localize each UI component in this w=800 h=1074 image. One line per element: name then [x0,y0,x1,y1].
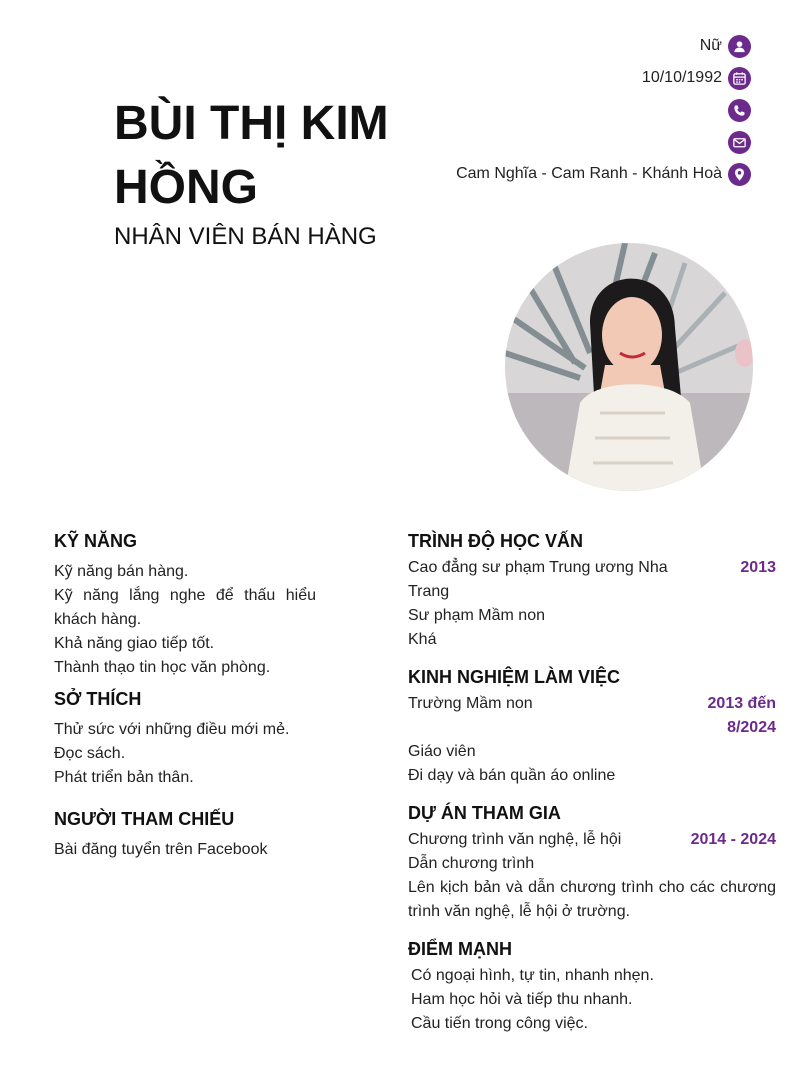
left-column [54,528,316,862]
profile-photo [505,243,753,491]
job-title: NHÂN VIÊN BÁN HÀNG [114,223,377,250]
contact-row-email [391,126,751,158]
contact-row-address [391,158,751,190]
hobby-item: Thử sức với những điều mới mẻ. [54,721,290,738]
birthdate-text: 10/10/1992 [641,69,722,86]
skill-item: Khả năng giao tiếp tốt. [54,635,215,652]
user-icon [728,35,751,58]
project-name: Chương trình văn nghệ, lễ hội [408,831,622,848]
experience-heading: KINH NGHIỆM LÀM VIỆC [408,667,621,687]
experience-period: 2013 đến 8/2024 [707,695,776,736]
map-pin-icon [728,163,751,186]
contact-row-birthdate [391,62,751,94]
education-year: 2013 [740,559,776,576]
contact-info [391,30,751,190]
experience-position: Giáo viên [408,743,476,760]
candidate-name: BÙI THỊ KIM HỒNG [114,97,389,214]
hobby-item: Đọc sách. [54,745,126,762]
projects-heading: DỰ ÁN THAM GIA [408,803,561,823]
strength-item: Ham học hỏi và tiếp thu nhanh. [411,991,633,1008]
references-heading: NGƯỜI THAM CHIẾU [54,809,235,829]
experience-entry [408,692,776,740]
right-column [408,528,776,1036]
project-role: Dẫn chương trình [408,855,535,872]
strengths-heading: ĐIỂM MẠNH [408,939,512,959]
project-period: 2014 - 2024 [690,831,776,848]
strength-item: Có ngoại hình, tự tin, nhanh nhẹn. [411,967,654,984]
education-heading: TRÌNH ĐỘ HỌC VẤN [408,531,583,551]
education-school: Cao đẳng sư phạm Trung ương Nha Trang [408,559,668,600]
education-grade: Khá [408,631,437,648]
education-major: Sư phạm Mầm non [408,607,545,624]
phone-icon [728,99,751,122]
skill-item: Kỹ năng bán hàng. [54,563,189,580]
skill-item: Thành thạo tin học văn phòng. [54,659,271,676]
contact-row-phone [391,94,751,126]
hobby-item: Phát triển bản thân. [54,769,194,786]
skills-heading: KỸ NĂNG [54,531,138,551]
contact-row-gender [391,30,751,62]
gender-text: Nữ [699,37,722,54]
skill-item: Kỹ năng lắng nghe để thấu hiểu khách hàng. [54,587,316,628]
address-text: Cam Nghĩa - Cam Ranh - Khánh Hoà [456,165,722,182]
project-description: Lên kịch bản và dẫn chương trình cho các chương trình văn nghệ, lễ hội ở trường. [408,879,776,920]
envelope-icon [728,131,751,154]
experience-description: Đi dạy và bán quần áo online [408,767,616,784]
strength-item: Cầu tiến trong công việc. [411,1015,588,1032]
education-entry [408,556,776,604]
reference-item: Bài đăng tuyển trên Facebook [54,841,268,858]
experience-company: Trường Mầm non [408,695,533,712]
project-entry [408,828,776,852]
calendar-icon [728,67,751,90]
hobbies-heading: SỞ THÍCH [54,689,142,709]
